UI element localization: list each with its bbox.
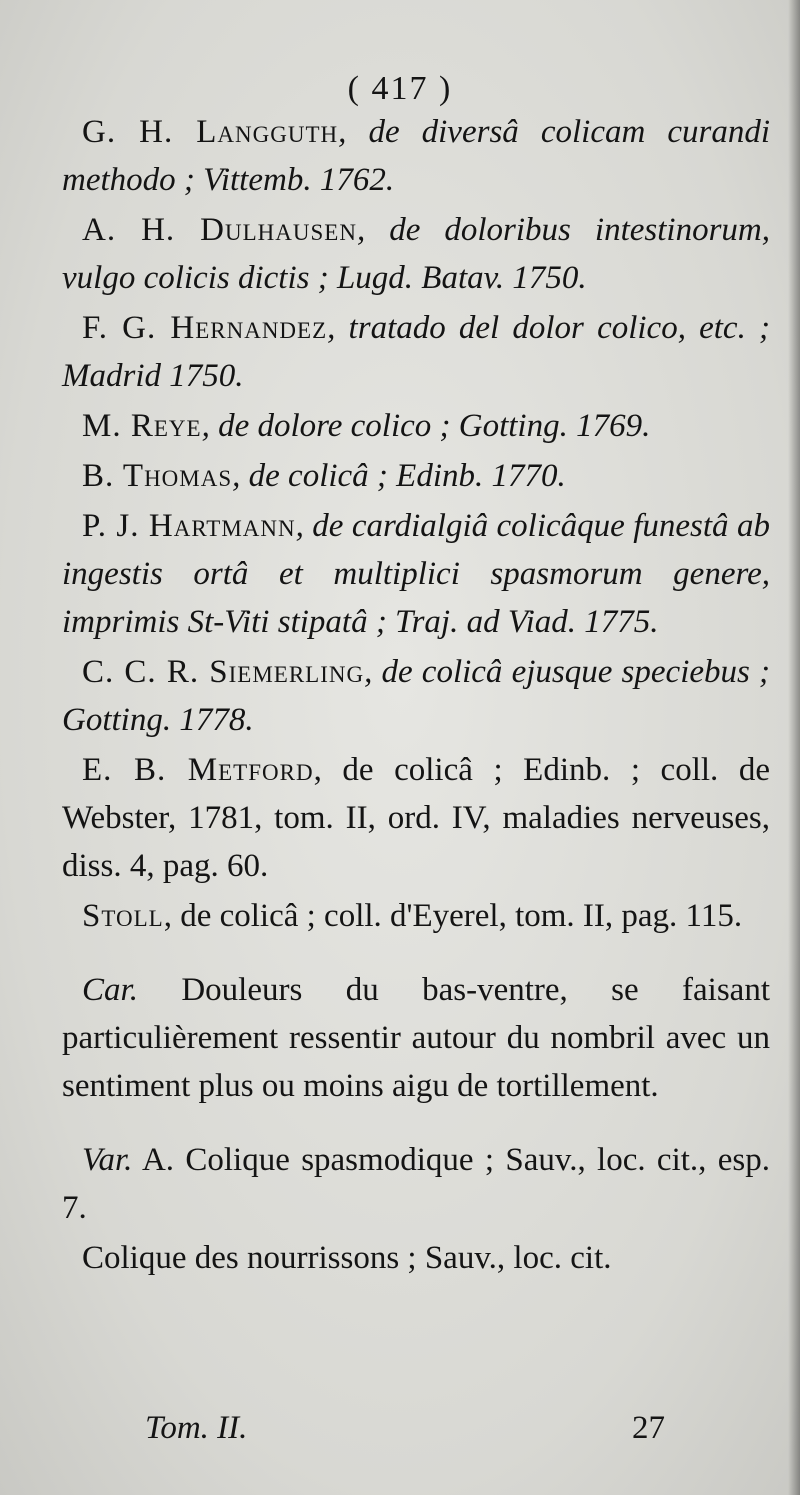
volume-signature: Tom. II. [145,1410,248,1446]
bibliography-entry [62,502,770,646]
author-name: B. Thomas [82,458,233,494]
author-name: F. G. Hernandez [82,310,328,346]
entry-text: , de doloribus intestinorum, vulgo colicis dictis ; Lugd. Batav. 1750. [62,212,770,296]
author-name: E. B. Metford [82,752,314,788]
characteristics-paragraph [62,966,770,1110]
bibliography-entry [62,892,770,940]
author-name: P. J. Hartmann [82,508,296,544]
entry-text: , de colicâ ; Edinb. ; coll. de Webster, 1781, tom. II, ord. IV, maladies nerveuses, diss. 4, pag. 60. [62,752,770,884]
entry-text: , de colicâ ejusque speciebus ; Gotting. 1778. [62,654,770,738]
bibliography-entry [62,206,770,302]
page-number: ( 417 ) [347,70,453,107]
entry-text: , de cardialgiâ colicâque funestâ ab ingestis ortâ et multiplici spasmorum genere, imprimis St-Viti stipatâ ; Traj. ad Viad. 1775. [62,508,770,640]
entry-text: , tratado del dolor colico, etc. ; Madrid 1750. [62,310,770,394]
bibliography-entry [62,648,770,744]
var-label: Var. [82,1142,133,1178]
page-footer [145,1410,665,1447]
entry-text: , de diversâ colicam curandi methodo ; Vittemb. 1762. [62,114,771,198]
entry-text: , de colicâ ; Edinb. 1770. [232,458,566,494]
bibliography-entry [62,746,770,890]
variety-continuation [62,1234,770,1282]
bibliography-entry [62,108,770,204]
car-text: Douleurs du bas-ventre, se faisant particulièrement ressentir autour du nombril avec un sentiment plus ou moins aigu de tortillement. [62,972,770,1104]
gathering-number: 27 [632,1410,665,1446]
entry-text: , de dolore colico ; Gotting. 1769. [201,408,651,444]
entry-text: , de colicâ ; coll. d'Eyerel, tom. II, pag. 115. [163,898,743,934]
bibliography-entry [62,452,770,500]
author-name: A. H. Dulhausen [82,212,357,248]
page-edge-shadow [788,0,800,1495]
car-label: Car. [82,972,138,1008]
author-name: Stoll [82,898,164,934]
var-next-text: Colique des nourrissons ; Sauv., loc. cit. [82,1240,612,1276]
author-name: C. C. R. Siemerling [82,654,365,690]
author-name: G. H. Langguth [82,114,339,150]
author-name: M. Reye [82,408,202,444]
bibliography-entry [62,304,770,400]
page-body [62,108,770,1284]
bibliography-entry [62,402,770,450]
var-text: A. Colique spasmodique ; Sauv., loc. cit., esp. 7. [62,1142,770,1226]
variety-paragraph [62,1136,770,1232]
